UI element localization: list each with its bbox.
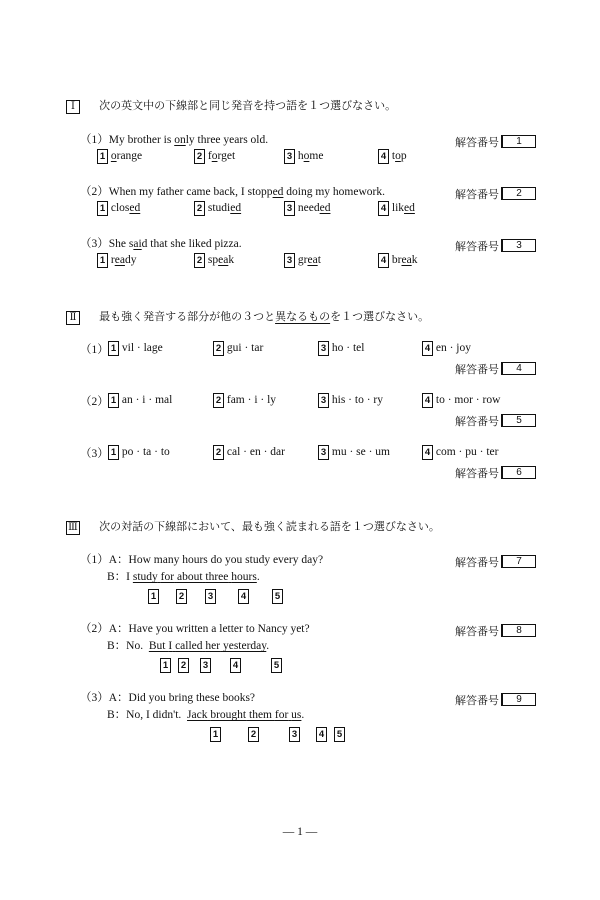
question-label: （2） xyxy=(80,186,109,198)
s1-q2-choice-2[interactable] xyxy=(194,201,241,216)
sentence-part: doing my homework. xyxy=(283,186,385,198)
s3-q3-num-4[interactable] xyxy=(316,722,327,742)
s3-q1-line-a xyxy=(80,551,323,567)
choice-word: en · joy xyxy=(435,342,472,354)
choice-part: lik xyxy=(391,202,405,214)
word: for xyxy=(274,709,289,721)
punctuation: . xyxy=(266,640,270,652)
choice-part: dy xyxy=(124,254,137,266)
choice-number: 4 xyxy=(422,393,433,408)
s1-q1-choice-4[interactable] xyxy=(378,149,407,164)
s3-q3-answer xyxy=(455,689,536,708)
answer-box[interactable]: 5 xyxy=(501,414,536,427)
s1-q2-sentence xyxy=(80,183,385,199)
choice-part: k xyxy=(411,254,418,266)
choice-number: 1 xyxy=(108,445,119,460)
choice-number: 2 xyxy=(213,393,224,408)
underlined-part: on xyxy=(174,134,186,146)
answer-label: 解答番号 xyxy=(455,556,499,569)
answer-label: 解答番号 xyxy=(455,363,499,376)
s3-q3-num-5[interactable] xyxy=(334,722,345,742)
s2-q3-choice-1[interactable] xyxy=(108,445,170,460)
s3-q1-num-3[interactable] xyxy=(205,584,216,604)
s1-q3-choice-4[interactable] xyxy=(378,253,417,268)
s3-q2-num-1[interactable] xyxy=(160,653,171,673)
s3-q2-num-3[interactable] xyxy=(200,653,211,673)
s2-q2-choice-2[interactable] xyxy=(213,393,276,408)
choice-word: po · ta · to xyxy=(121,446,170,458)
choice-part: me xyxy=(309,150,324,162)
choice-underline: ed xyxy=(404,202,415,214)
answer-box[interactable]: 7 xyxy=(501,555,536,568)
s3-q1-num-1[interactable] xyxy=(148,584,159,604)
answer-label: 解答番号 xyxy=(455,625,499,638)
choice-number: 1 xyxy=(97,149,108,164)
choice-number: 1 xyxy=(160,658,171,673)
choice-word: cal · en · dar xyxy=(226,446,285,458)
section-3-number: Ⅲ xyxy=(66,521,80,535)
word: called xyxy=(175,640,203,652)
answer-label: 解答番号 xyxy=(455,467,499,480)
question-label: （1） xyxy=(80,134,109,146)
choice-number: 3 xyxy=(284,149,295,164)
answer-label: 解答番号 xyxy=(455,694,499,707)
section-1-number: Ⅰ xyxy=(66,100,80,114)
choice-word: mu · se · um xyxy=(331,446,391,458)
s3-q3-num-2[interactable] xyxy=(248,722,259,742)
sentence-part: She s xyxy=(108,238,134,250)
s1-q3-sentence xyxy=(80,235,242,251)
choice-number: 1 xyxy=(108,341,119,356)
s2-q2-choice-4[interactable] xyxy=(422,393,500,408)
choice-part: clos xyxy=(110,202,130,214)
s1-q1-choice-3[interactable] xyxy=(284,149,323,164)
s1-q1-choice-1[interactable] xyxy=(97,149,142,164)
choice-word: com · pu · ter xyxy=(435,446,499,458)
choice-part: rget xyxy=(217,150,236,162)
s1-q3-answer xyxy=(455,235,536,254)
section-2-number: Ⅱ xyxy=(66,311,80,325)
choice-underline: ea xyxy=(401,254,412,266)
s3-q1-line-b xyxy=(107,568,260,584)
choice-number: 4 xyxy=(378,149,389,164)
word: about xyxy=(176,571,203,583)
section-3-header xyxy=(66,515,440,535)
word: study xyxy=(132,571,158,583)
choice-underline: o xyxy=(303,150,310,162)
word: yesterday xyxy=(222,640,267,652)
s1-q2-answer xyxy=(455,183,536,202)
choice-number: 4 xyxy=(230,658,241,673)
choice-number: 2 xyxy=(194,253,205,268)
choice-number: 3 xyxy=(200,658,211,673)
choice-number: 3 xyxy=(284,253,295,268)
choice-underline: ed xyxy=(129,202,141,214)
choice-number: 4 xyxy=(378,201,389,216)
s2-q1-choice-3[interactable] xyxy=(318,341,364,356)
choice-underline: o xyxy=(110,150,117,162)
choice-underline: o xyxy=(211,150,218,162)
s1-q3-choice-3[interactable] xyxy=(284,253,321,268)
question-label: （2） xyxy=(80,623,109,635)
speaker-b-prefix: B：No. xyxy=(107,640,149,652)
s2-q3-answer xyxy=(455,462,536,481)
instruction-emphasis: 異なるもの xyxy=(275,310,331,323)
choice-part: r xyxy=(110,254,115,266)
s1-q1-answer xyxy=(455,131,536,150)
s2-q1-choice-1[interactable] xyxy=(108,341,163,356)
s2-q2-choice-3[interactable] xyxy=(318,393,383,408)
s3-q3-num-1[interactable] xyxy=(210,722,221,742)
underlined-phrase xyxy=(133,571,257,583)
choice-word: his · to · ry xyxy=(331,394,383,406)
s3-q2-answer xyxy=(455,620,536,639)
answer-box[interactable]: 2 xyxy=(501,187,536,200)
choice-part: gr xyxy=(297,254,308,266)
choice-part: studi xyxy=(207,202,231,214)
question-label: （3） xyxy=(80,238,109,250)
choice-number: 1 xyxy=(210,727,221,742)
choice-number: 2 xyxy=(213,445,224,460)
word: them xyxy=(249,709,272,721)
choice-part: sp xyxy=(207,254,219,266)
choice-number: 2 xyxy=(178,658,189,673)
choice-part: h xyxy=(297,150,304,162)
choice-number: 3 xyxy=(284,201,295,216)
choice-number: 5 xyxy=(271,658,282,673)
s2-q1-answer xyxy=(455,358,536,377)
s1-q3-choice-1[interactable] xyxy=(97,253,136,268)
s2-q2-answer xyxy=(455,410,536,429)
choice-part: range xyxy=(116,150,143,162)
answer-box[interactable]: 8 xyxy=(501,624,536,637)
section-3-instruction: 次の対話の下線部において、最も強く読まれる語を１つ選びなさい。 xyxy=(99,520,440,533)
choice-word: vil · lage xyxy=(121,342,163,354)
s3-q1-num-2[interactable] xyxy=(176,584,187,604)
word: three xyxy=(205,571,229,583)
choice-word: fam · i · ly xyxy=(226,394,277,406)
speaker-a-line: A：Have you written a letter to Nancy yet? xyxy=(108,623,310,635)
s1-q2-choice-3[interactable] xyxy=(284,201,330,216)
s2-q2-choice-1[interactable] xyxy=(108,393,172,408)
choice-number: 3 xyxy=(205,589,216,604)
s2-q1-choice-2[interactable] xyxy=(213,341,263,356)
choice-number: 1 xyxy=(148,589,159,604)
choice-number: 1 xyxy=(97,253,108,268)
section-1-header xyxy=(66,94,396,114)
choice-underline: ea xyxy=(307,254,318,266)
answer-box[interactable]: 6 xyxy=(501,466,536,479)
sentence-part: d that she liked pizza. xyxy=(141,238,242,250)
answer-label: 解答番号 xyxy=(455,240,499,253)
word: us xyxy=(291,709,302,721)
underlined-phrase xyxy=(187,709,301,721)
speaker-b-prefix: B：I xyxy=(107,571,133,583)
choice-number: 3 xyxy=(318,341,329,356)
s2-q2-label: （2） xyxy=(80,396,109,408)
choice-underline: ea xyxy=(114,254,125,266)
s2-q3-choice-2[interactable] xyxy=(213,445,285,460)
choice-number: 5 xyxy=(272,589,283,604)
speaker-a-line: A：How many hours do you study every day? xyxy=(108,554,324,566)
s3-q1-num-4[interactable] xyxy=(238,584,249,604)
word: for xyxy=(160,571,175,583)
question-label: （3） xyxy=(80,692,109,704)
choice-word: gui · tar xyxy=(226,342,264,354)
s3-q2-num-5[interactable] xyxy=(271,653,282,673)
choice-word: ho · tel xyxy=(331,342,365,354)
answer-box[interactable]: 3 xyxy=(501,239,536,252)
s3-q3-line-b xyxy=(107,706,304,722)
s3-q2-num-2[interactable] xyxy=(178,653,189,673)
s2-q1-label: （1） xyxy=(80,344,109,356)
choice-number: 2 xyxy=(248,727,259,742)
word: her xyxy=(205,640,221,652)
section-2-header xyxy=(66,305,429,325)
underlined-part: ai xyxy=(133,238,142,250)
s3-q2-line-a xyxy=(80,620,310,636)
s2-q3-choice-4[interactable] xyxy=(422,445,498,460)
section-2-instruction xyxy=(99,310,429,323)
choice-number: 3 xyxy=(318,393,329,408)
choice-number: 2 xyxy=(176,589,187,604)
underlined-part: ed xyxy=(272,186,284,198)
choice-number: 2 xyxy=(194,201,205,216)
choice-number: 4 xyxy=(422,445,433,460)
instruction-part: 最も強く発音する部分が他の３つと xyxy=(99,310,276,323)
choice-underline: o xyxy=(395,150,401,162)
choice-underline: ed xyxy=(230,202,242,214)
s3-q2-num-4[interactable] xyxy=(230,653,241,673)
s1-q3-choice-2[interactable] xyxy=(194,253,234,268)
choice-word: to · mor · row xyxy=(435,394,501,406)
underlined-phrase xyxy=(149,640,266,652)
choice-part: t xyxy=(391,150,396,162)
choice-underline: ea xyxy=(218,254,229,266)
choice-word: an · i · mal xyxy=(121,394,173,406)
instruction-part: を１つ選びなさい。 xyxy=(330,310,430,323)
choice-number: 2 xyxy=(213,341,224,356)
choice-underline: ed xyxy=(319,202,331,214)
choice-number: 4 xyxy=(238,589,249,604)
choice-number: 3 xyxy=(289,727,300,742)
s2-q1-choice-4[interactable] xyxy=(422,341,471,356)
speaker-b-prefix: B：No, I didn't. xyxy=(107,709,188,721)
word: But xyxy=(148,640,166,652)
s3-q1-num-5[interactable] xyxy=(272,584,283,604)
answer-label: 解答番号 xyxy=(455,415,499,428)
sentence-part: ly three years old. xyxy=(185,134,269,146)
s2-q3-label: （3） xyxy=(80,448,109,460)
punctuation: . xyxy=(301,709,305,721)
word: hours xyxy=(231,571,257,583)
sentence-part: My brother is xyxy=(108,134,175,146)
s1-q1-sentence xyxy=(80,131,268,147)
choice-number: 1 xyxy=(97,201,108,216)
choice-number: 5 xyxy=(334,727,345,742)
choice-part: k xyxy=(228,254,235,266)
s3-q1-answer xyxy=(455,551,536,570)
punctuation: . xyxy=(256,571,260,583)
s2-q3-choice-3[interactable] xyxy=(318,445,390,460)
speaker-a-line: A：Did you bring these books? xyxy=(108,692,256,704)
choice-part: br xyxy=(391,254,402,266)
word: I xyxy=(168,640,173,652)
word: brought xyxy=(210,709,247,721)
sentence-part: When my father came back, I stopp xyxy=(108,186,273,198)
answer-box[interactable]: 9 xyxy=(501,693,536,706)
s3-q3-num-3[interactable] xyxy=(289,722,300,742)
choice-number: 4 xyxy=(422,341,433,356)
choice-part: t xyxy=(317,254,321,266)
choice-part: f xyxy=(207,150,212,162)
s3-q3-line-a xyxy=(80,689,255,705)
choice-number: 2 xyxy=(194,149,205,164)
s1-q1-choice-2[interactable] xyxy=(194,149,235,164)
answer-box[interactable]: 4 xyxy=(501,362,536,375)
choice-part: p xyxy=(400,150,407,162)
choice-number: 1 xyxy=(108,393,119,408)
answer-label: 解答番号 xyxy=(455,188,499,201)
s1-q2-choice-1[interactable] xyxy=(97,201,140,216)
s3-q2-line-b xyxy=(107,637,269,653)
page-number: — 1 — xyxy=(282,826,318,838)
choice-part: need xyxy=(297,202,320,214)
choice-number: 4 xyxy=(316,727,327,742)
answer-label: 解答番号 xyxy=(455,136,499,149)
word: Jack xyxy=(187,709,208,721)
answer-box[interactable]: 1 xyxy=(501,135,536,148)
section-1-instruction: 次の英文中の下線部と同じ発音を持つ語を１つ選びなさい。 xyxy=(99,99,397,112)
choice-number: 4 xyxy=(378,253,389,268)
question-label: （1） xyxy=(80,554,109,566)
choice-number: 3 xyxy=(318,445,329,460)
s1-q2-choice-4[interactable] xyxy=(378,201,415,216)
